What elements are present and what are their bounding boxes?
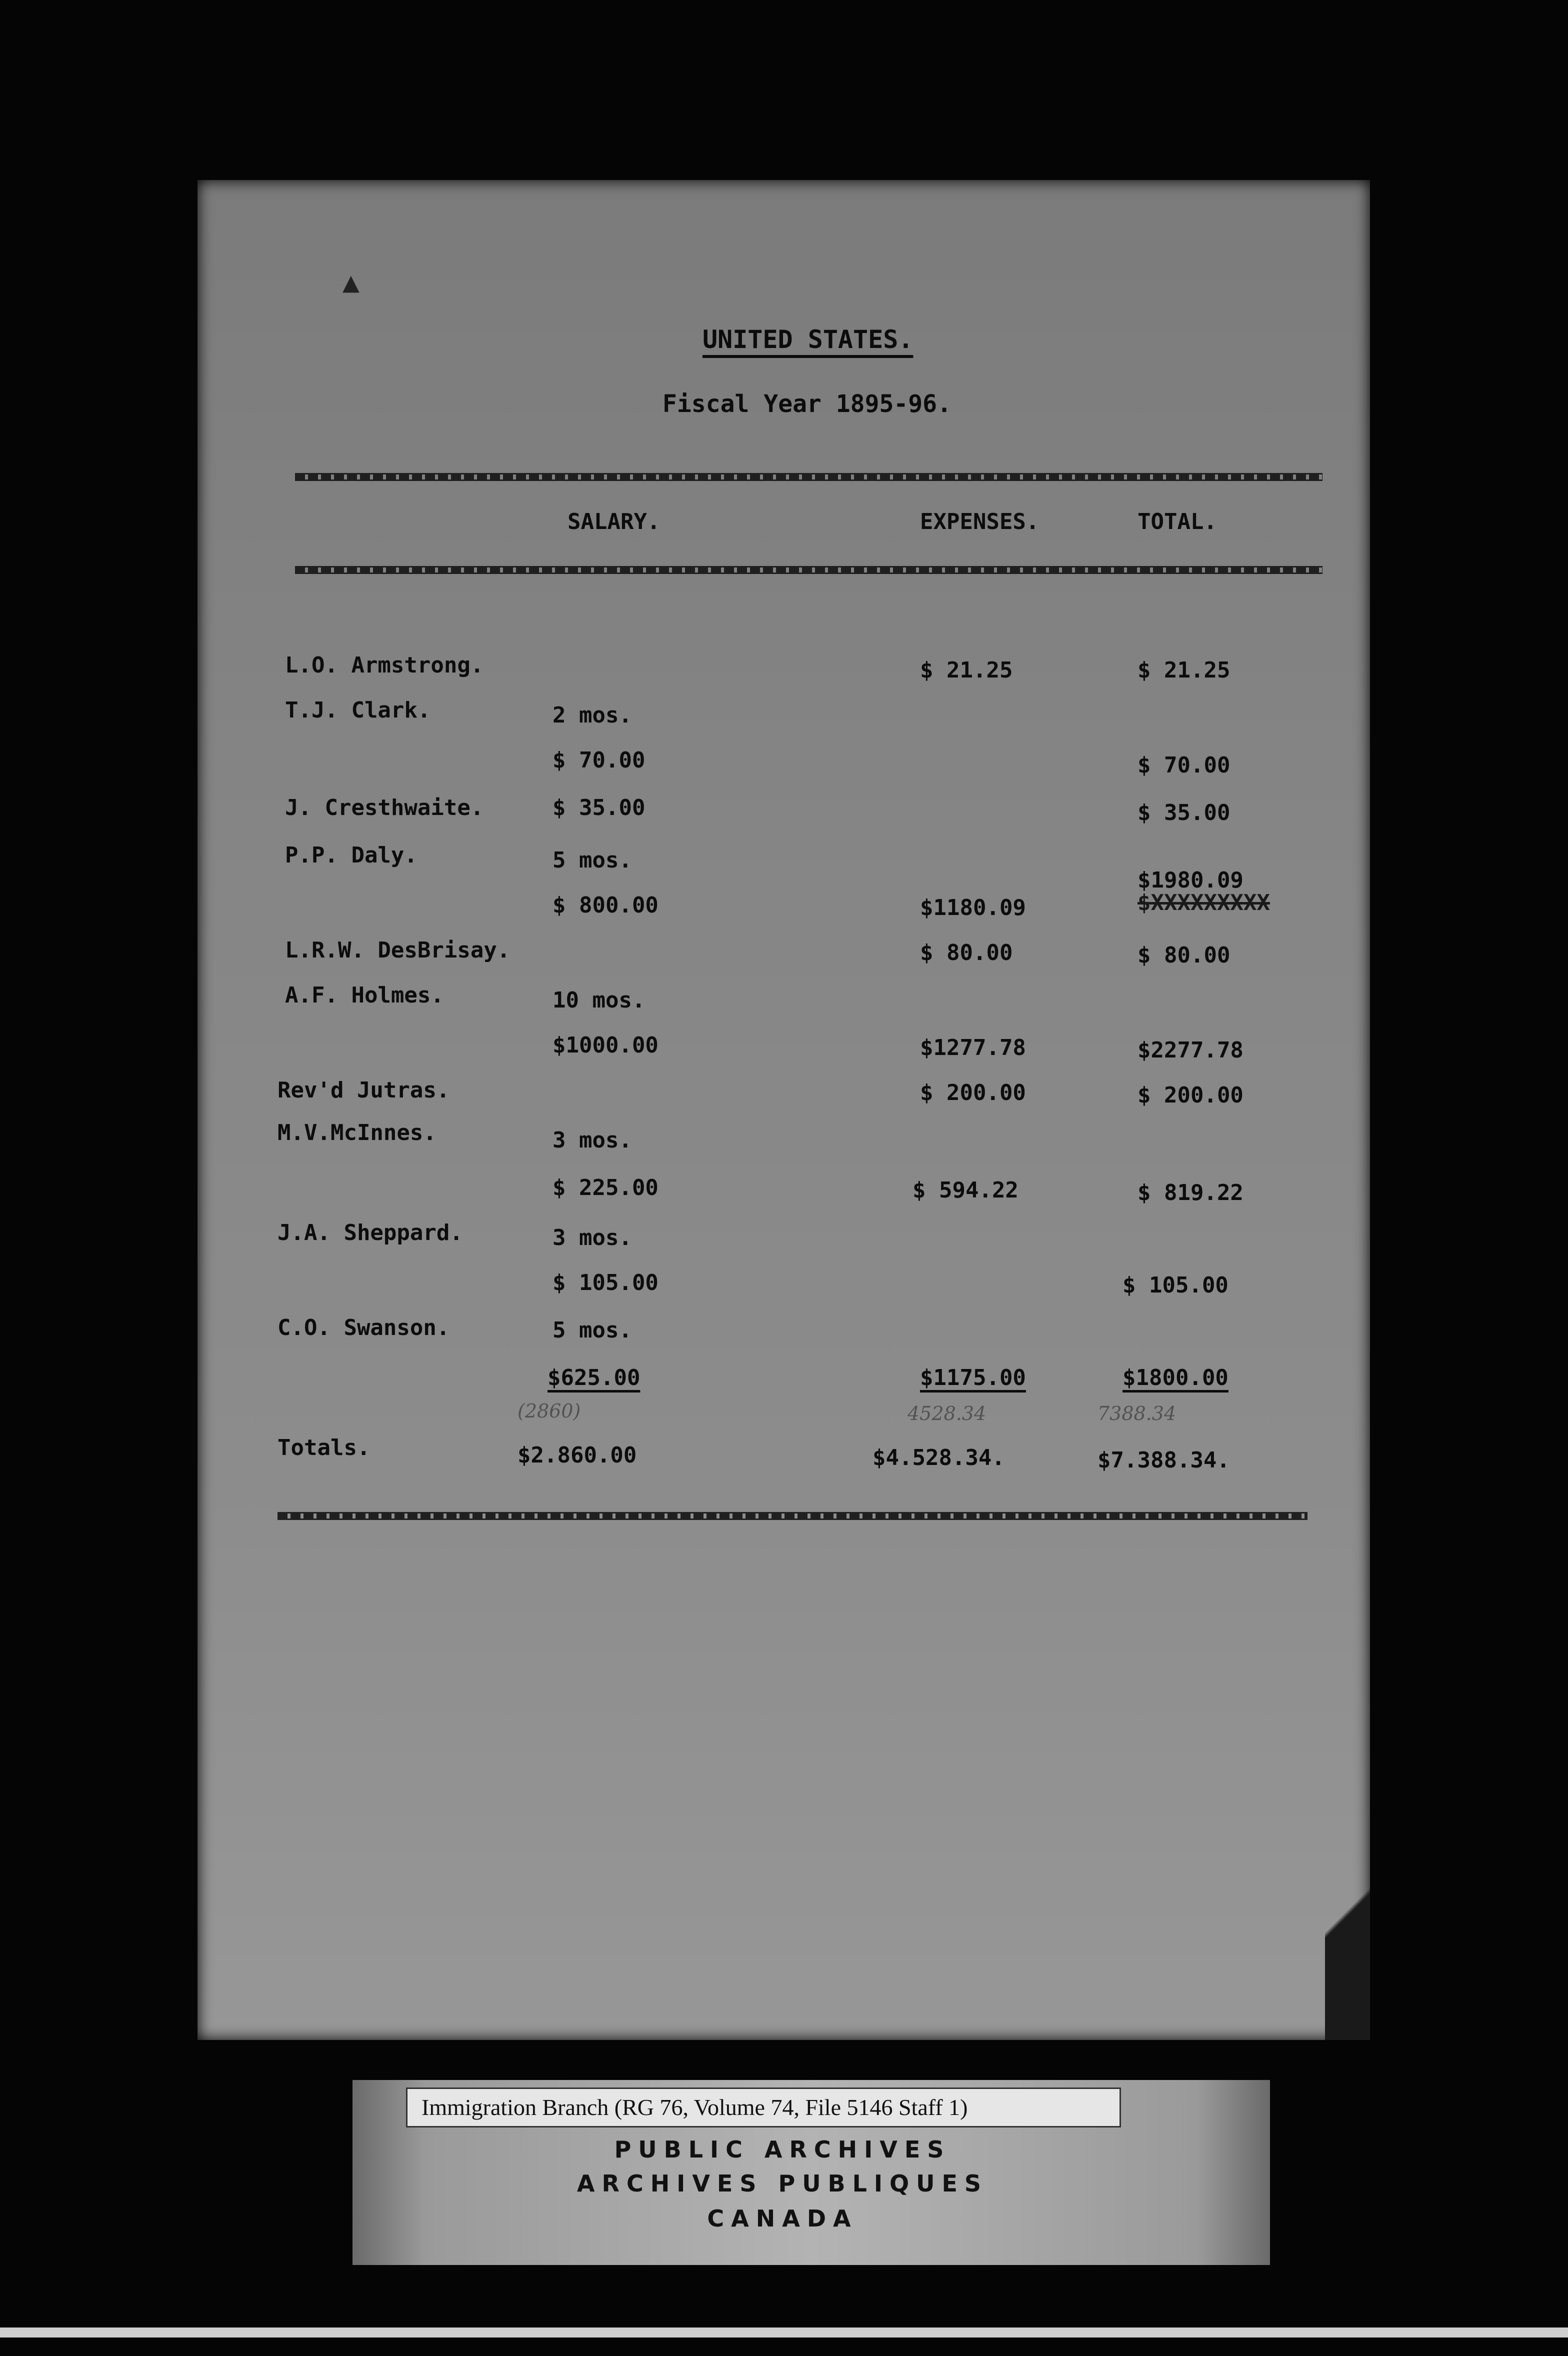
row-salary: 2 mos.: [552, 702, 632, 728]
torn-corner: [1325, 1780, 1370, 2040]
header-total: TOTAL.: [1138, 509, 1217, 534]
row-salary: $ 225.00: [552, 1175, 658, 1200]
row-total: $1980.09: [1138, 868, 1244, 893]
row-name: A.F. Holmes.: [285, 982, 444, 1008]
row-total: $2277.78: [1138, 1038, 1244, 1063]
row-salary: $625.00: [548, 1365, 640, 1390]
archive-stamp-line: CANADA: [707, 2205, 858, 2232]
row-salary: 3 mos.: [552, 1225, 632, 1250]
row-expenses: $1277.78: [920, 1035, 1026, 1060]
double-rule-bottom: [278, 1512, 1308, 1520]
archive-reference: Immigration Branch (RG 76, Volume 74, File 5146 Staff 1): [406, 2088, 1121, 2128]
punch-mark-icon: ▲: [342, 270, 360, 296]
header-salary: SALARY.: [568, 509, 660, 534]
pencil-note: 7388.34: [1098, 1402, 1176, 1424]
totals-total: $7.388.34.: [1098, 1448, 1230, 1473]
row-expenses: $ 80.00: [920, 940, 1013, 966]
double-rule-header: [295, 566, 1322, 574]
row-total: $ 70.00: [1138, 752, 1230, 778]
row-salary: 5 mos.: [552, 1318, 632, 1343]
row-total: $ 21.25: [1138, 658, 1230, 683]
row-name: T.J. Clark.: [285, 698, 431, 723]
row-expenses: $ 21.25: [920, 658, 1013, 683]
row-total: $ 105.00: [1122, 1272, 1228, 1298]
row-expenses: $1180.09: [920, 895, 1026, 920]
ledger-sheet: [198, 180, 1370, 2040]
row-name: Rev'd Jutras.: [278, 1078, 450, 1103]
row-salary: $ 70.00: [552, 748, 646, 773]
row-salary: $1000.00: [552, 1032, 658, 1058]
row-salary: $ 35.00: [552, 795, 646, 820]
pencil-note: (2860): [518, 1400, 581, 1422]
row-salary: 5 mos.: [552, 848, 632, 873]
row-salary: 3 mos.: [552, 1128, 632, 1153]
row-total: $ 80.00: [1138, 942, 1230, 968]
row-name: J. Cresthwaite.: [285, 795, 484, 820]
document-title: UNITED STATES.: [702, 325, 914, 354]
row-total: $ 819.22: [1138, 1180, 1244, 1206]
row-expenses: $ 594.22: [912, 1178, 1018, 1203]
row-name: L.O. Armstrong.: [285, 652, 484, 678]
row-total: $ 200.00: [1138, 1082, 1244, 1108]
row-name: M.V.McInnes.: [278, 1120, 436, 1146]
row-salary: $ 105.00: [552, 1270, 658, 1296]
double-rule-top: [295, 473, 1322, 481]
totals-expenses: $4.528.34.: [872, 1445, 1005, 1470]
row-total: $1800.00: [1122, 1365, 1228, 1390]
row-salary: $ 800.00: [552, 892, 658, 918]
totals-label: Totals.: [278, 1435, 370, 1460]
row-salary: 10 mos.: [552, 988, 646, 1013]
film-edge-strip: [0, 2328, 1568, 2338]
row-expenses: $1175.00: [920, 1365, 1026, 1390]
row-name: J.A. Sheppard.: [278, 1220, 463, 1246]
archive-stamp-line: ARCHIVES PUBLIQUES: [576, 2170, 988, 2197]
pencil-note: 4528.34: [908, 1402, 986, 1424]
row-name: P.P. Daly.: [285, 842, 418, 868]
row-total: $ 35.00: [1138, 800, 1230, 826]
row-expenses: $ 200.00: [920, 1080, 1026, 1106]
archive-stamp-line: PUBLIC ARCHIVES: [614, 2136, 951, 2163]
row-name: C.O. Swanson.: [278, 1315, 450, 1340]
totals-salary: $2.860.00: [518, 1442, 637, 1468]
header-expenses: EXPENSES.: [920, 509, 1040, 534]
document-subtitle: Fiscal Year 1895-96.: [662, 390, 952, 418]
row-name: L.R.W. DesBrisay.: [285, 938, 510, 963]
struck-out-total: $XXXXXXXXX: [1138, 890, 1270, 916]
